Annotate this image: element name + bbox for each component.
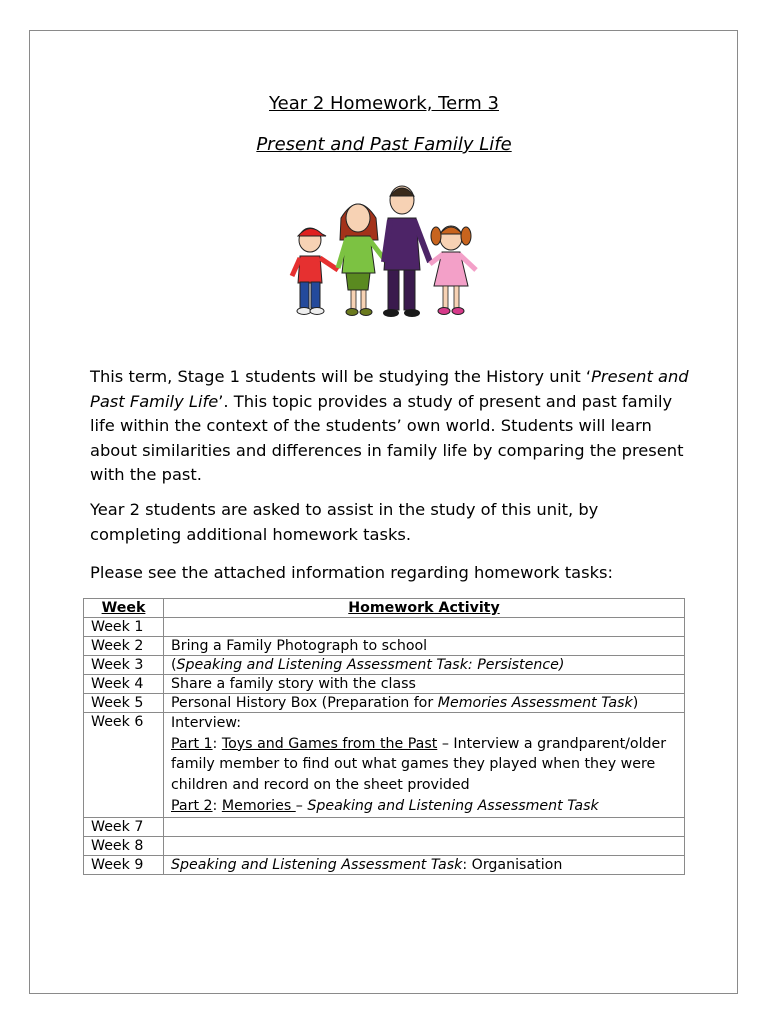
table-row [84,637,685,656]
header-activity: Homework Activity [164,599,685,618]
assist-paragraph: Year 2 students are asked to assist in the study of this unit, by completing additional homework tasks. [90,500,599,544]
activity-cell: Interview: Part 1: Toys and Games from the Past – Interview a grandparent/older family member to find out what games they played when they were children and record on the sheet provided Part 2: Memories – Speaking and Listening Assessment Task [164,713,685,818]
week-cell: Week 5 [84,694,164,713]
father-figure [383,186,430,317]
week-cell: Week 9 [84,855,164,874]
mother-figure [338,204,388,316]
table-row [84,855,685,874]
table-row [84,618,685,637]
table-header-row [84,599,685,618]
activity-cell: Personal History Box (Preparation for Memories Assessment Task) [164,694,685,713]
activity-cell: Speaking and Listening Assessment Task: Organisation [164,855,685,874]
table-row [84,713,685,818]
week-cell: Week 1 [84,618,164,637]
activity-cell [164,836,685,855]
activity-cell: (Speaking and Listening Assessment Task: Persistence) [164,656,685,675]
week-cell: Week 3 [84,656,164,675]
see-attached-paragraph: Please see the attached information regarding homework tasks: [90,563,613,582]
activity-cell: Bring a Family Photograph to school [164,637,685,656]
activity-cell [164,618,685,637]
page-subtitle: Present and Past Family Life [256,134,512,155]
table-row [84,817,685,836]
activity-cell: Share a family story with the class [164,675,685,694]
homework-table [83,598,685,875]
table-row [84,694,685,713]
week-cell: Week 2 [84,637,164,656]
boy-figure [292,228,338,315]
week-cell: Week 4 [84,675,164,694]
girl-figure [430,226,476,315]
page-title: Year 2 Homework, Term 3 [269,93,499,114]
intro-paragraph: This term, Stage 1 students will be studying the History unit ‘Present and Past Family Life’. This topic provides a study of present and past family life within the context of the students’ own world. Students will learn about similarities and differences in family life by comparing the present with the past. [90,367,689,484]
header-week: Week [84,599,164,618]
table-row [84,675,685,694]
week-cell: Week 7 [84,817,164,836]
table-row [84,836,685,855]
week-cell: Week 8 [84,836,164,855]
family-illustration [280,178,490,323]
table-row [84,656,685,675]
week-cell: Week 6 [84,713,164,818]
activity-cell [164,817,685,836]
